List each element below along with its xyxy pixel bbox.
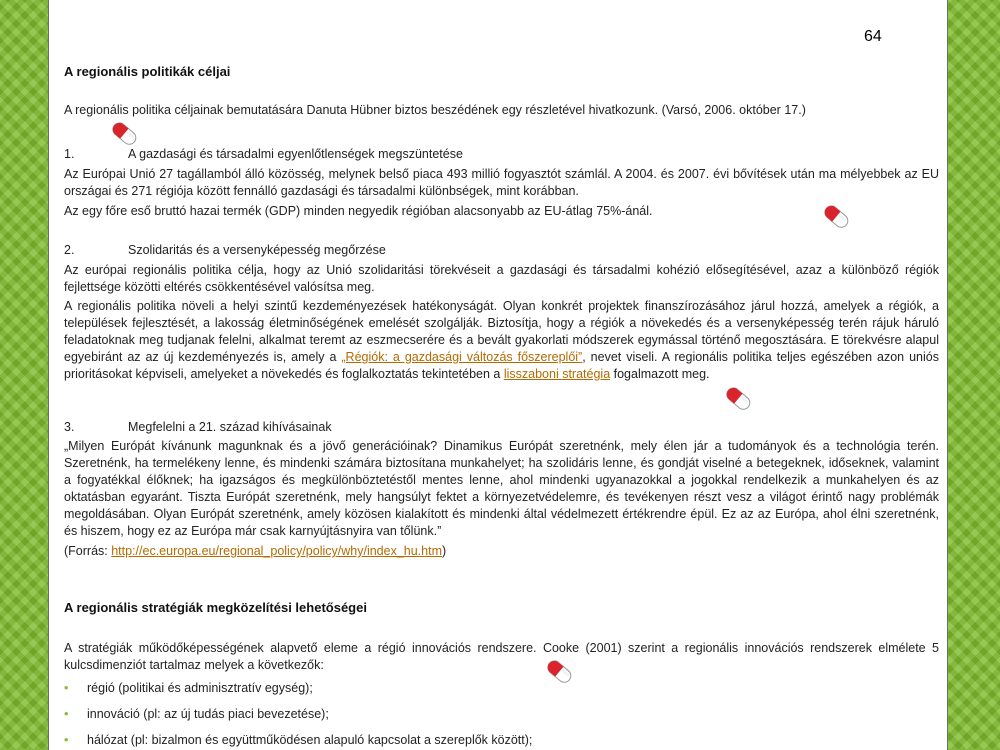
list-item: [64, 706, 329, 723]
paragraph-text: A regionális politika növeli a helyi szintű kezdeményezések hatékonyságát. Olyan konkrét projektek finanszírozásához járul hozzá, amelyek a régiók, a települések fejlesztését, a lakosság életminőségének emelését szolgálják. Biztosítja, hogy a régiók a növekedés és a versenyképesség terén rájuk háruló feladatoknak meg tudjanak felelni, alkalmat teremt az eszmecserére és a bevált gyakorlati módszerek egymással történő megosztására. E törekvésre alapul egyebiránt az az új kezdeményezés is, amely a: [64, 299, 939, 364]
source-line: [64, 543, 446, 560]
paragraph-text: , nevet viseli. A regionális politika teljes egészében azon uniós prioritásokat képviseli, amelyeket a növekedés és foglalkoztatás tekintetében a: [64, 350, 939, 381]
numbered-item-3-heading: [64, 419, 332, 436]
list-item-text: hálózat (pl: bizalmon és együttműködésen alapuló kapcsolat a szereplők között);: [87, 733, 533, 747]
item-number: 1.: [64, 147, 75, 161]
item-title: Szolidaritás és a versenyképesség megőrzése: [128, 243, 386, 257]
pill-icon: [721, 382, 755, 416]
source-url-link[interactable]: http://ec.europa.eu/regional_policy/policy/why/index_hu.htm: [111, 544, 442, 558]
item-1-paragraph: Az Európai Unió 27 tagállamból álló közösség, melynek belső piaca 493 millió fogyasztót számlál. A 2004. és 2007. évi bővítések után ma mélyebbek az EU országai és 271 régiója között fennálló gazdasági és társadalmi különbségek, mint korábban.: [64, 167, 939, 198]
section-title-regional-strategies: A regionális stratégiák megközelítési lehetőségei: [64, 600, 367, 615]
section-title-regional-policy-goals: A regionális politikák céljai: [64, 64, 231, 79]
item-number: 3.: [64, 420, 75, 434]
numbered-item-2-heading: [64, 242, 386, 259]
pill-icon: [542, 655, 576, 689]
list-item: [64, 732, 532, 749]
numbered-item-1-heading: [64, 146, 463, 163]
list-item: [64, 680, 313, 697]
pill-icon: [819, 200, 853, 234]
document-page: [48, 0, 948, 750]
regions-economic-change-link[interactable]: „Régiók: a gazdasági változás főszereplői”: [341, 350, 583, 364]
paragraph-text: fogalmazott meg.: [610, 367, 710, 381]
item-title: Megfelelni a 21. század kihívásainak: [128, 420, 332, 434]
item-title: A gazdasági és társadalmi egyenlőtlenségek megszüntetése: [128, 147, 463, 161]
lisbon-strategy-link[interactable]: lisszaboni stratégia: [503, 367, 611, 381]
item-2-paragraph: Az európai regionális politika célja, hogy az Unió szolidaritási törekvéseit a gazdasági és társadalmi kohézió elősegítésével, azaz a különböző régiók fejlettsége közötti eltérés csökkentésével valósítsa meg.: [64, 263, 939, 294]
list-item-text: innováció (pl: az új tudás piaci bevezetése);: [87, 707, 329, 721]
bullet-icon: •: [64, 733, 69, 747]
list-item-text: régió (politikai és adminisztratív egység);: [87, 681, 313, 695]
item-3-quote: „Milyen Európát kívánunk magunknak és a jövő generációinak? Dinamikus Európát szeretnénk, mely élen jár a tudományok és a technológia terén. Szeretnénk, ha termelékeny lenne, és mindenki számára biztosítana munkahelyet; ha szolidáris lenne, és gondját viselné a betegeknek, időseknek, valamint a fogyatékkal élőknek; ha igazságos és megkülönböztetéstől mentes lenne, ahol mindenki ugyanazokkal a jogokkal rendelkezik a munkahelyen és az oktatásban egyaránt. Tiszta Európát szeretnénk, mely hangsúlyt fektet a környezetvédelemre, és tevékenyen részt vesz a világot érintő nagy problémák megoldásában. Olyan Európát szeretnénk, amely közösen kialakított és mindenki által védelmezett értékrendre épül. Ez az az Európa, ahol élni szeretnénk, és hiszem, hogy ez az Európa már csak karnyújtásnyira van tőlünk.”: [64, 439, 939, 538]
bullet-icon: •: [64, 681, 69, 695]
item-2-paragraph-2: [64, 298, 939, 383]
page-number: 64: [864, 28, 882, 45]
item-number: 2.: [64, 243, 75, 257]
source-prefix: (Forrás:: [64, 544, 112, 558]
section-intro-paragraph: A regionális politika céljainak bemutatására Danuta Hübner biztos beszédének egy részletével hivatkozunk. (Varsó, 2006. október 17.): [64, 103, 806, 117]
bullet-icon: •: [64, 707, 69, 721]
item-1-gdp-line: Az egy főre eső bruttó hazai termék (GDP) minden negyedik régióban alacsonyabb az EU-átlag 75%-ánál.: [64, 204, 653, 218]
source-suffix: ): [442, 544, 447, 558]
section-2-intro: A stratégiák működőképességének alapvető eleme a régió innovációs rendszere. Cooke (2001) szerint a regionális innovációs rendszerek elmélete 5 kulcsdimenziót tartalmaz melyek a következők:: [64, 641, 939, 672]
